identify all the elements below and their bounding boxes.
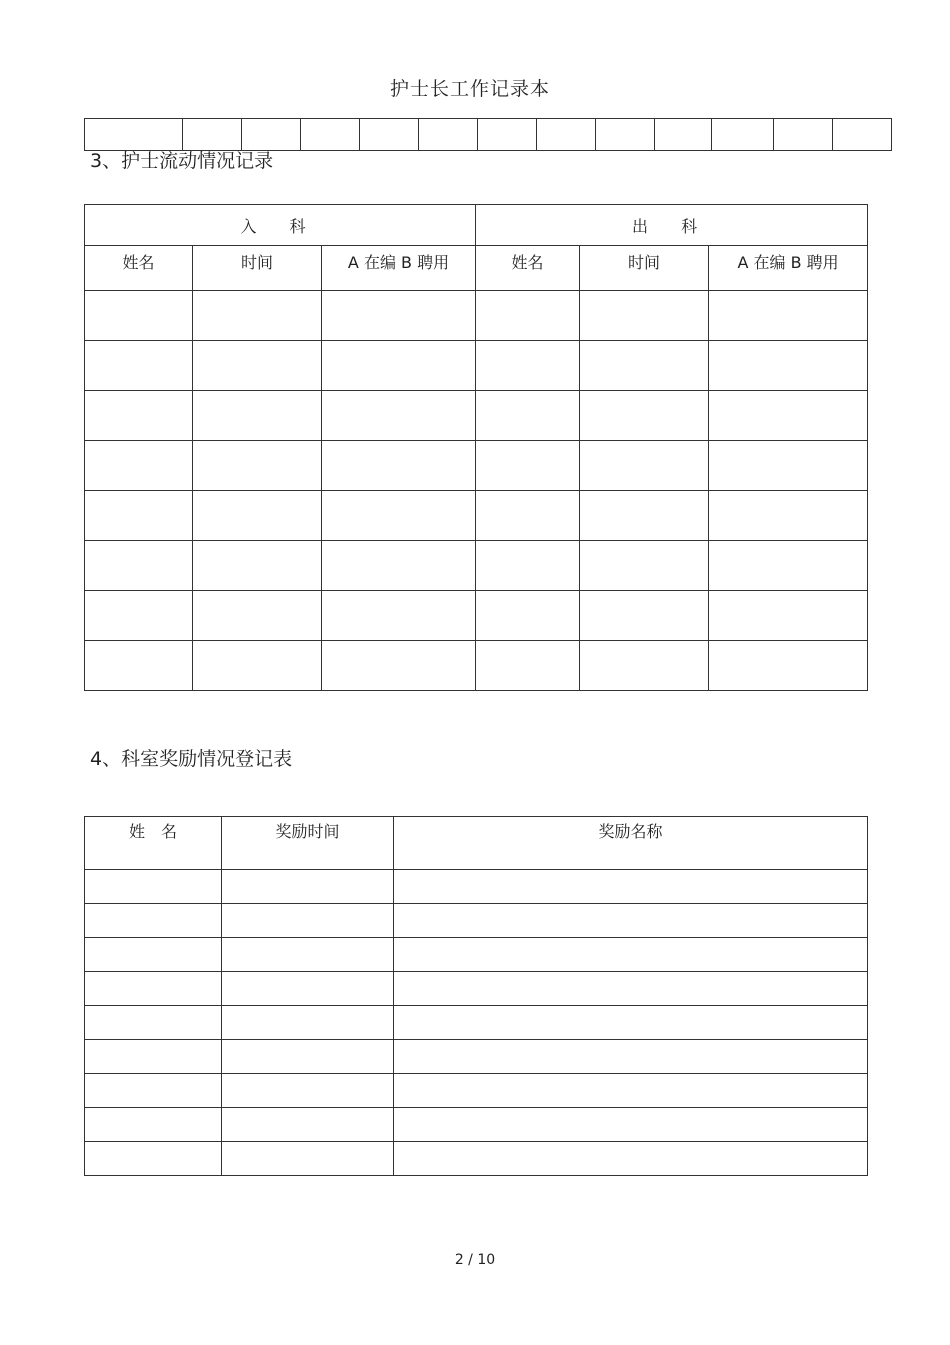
col-award-time: 奖励时间 bbox=[222, 817, 394, 870]
award-table-cell[interactable] bbox=[394, 904, 868, 938]
flow-table-cell[interactable] bbox=[580, 341, 709, 391]
flow-table-cell[interactable] bbox=[322, 591, 476, 641]
flow-table-row bbox=[85, 591, 868, 641]
award-table-cell[interactable] bbox=[394, 870, 868, 904]
flow-table-cell[interactable] bbox=[322, 491, 476, 541]
flow-table-cell[interactable] bbox=[85, 491, 193, 541]
col-out-name: 姓名 bbox=[476, 246, 580, 291]
flow-table-cell[interactable] bbox=[709, 391, 868, 441]
col-award-title: 奖励名称 bbox=[394, 817, 868, 870]
flow-column-header-row bbox=[85, 246, 868, 291]
award-table-row bbox=[85, 1074, 868, 1108]
strip-cell bbox=[478, 119, 537, 151]
flow-table-row bbox=[85, 391, 868, 441]
flow-table-cell[interactable] bbox=[193, 441, 322, 491]
award-table-row bbox=[85, 938, 868, 972]
flow-table-row bbox=[85, 641, 868, 691]
flow-table-cell[interactable] bbox=[476, 441, 580, 491]
col-in-time: 时间 bbox=[193, 246, 322, 291]
strip-cell bbox=[537, 119, 596, 151]
flow-table-cell[interactable] bbox=[85, 391, 193, 441]
award-table-cell[interactable] bbox=[222, 972, 394, 1006]
section4-heading: 4、科室奖励情况登记表 bbox=[90, 748, 293, 770]
flow-table-cell[interactable] bbox=[580, 641, 709, 691]
award-table-cell[interactable] bbox=[222, 1006, 394, 1040]
flow-table-cell[interactable] bbox=[322, 391, 476, 441]
flow-table-cell[interactable] bbox=[580, 591, 709, 641]
flow-table-row bbox=[85, 341, 868, 391]
flow-table-cell[interactable] bbox=[476, 591, 580, 641]
award-table-cell[interactable] bbox=[85, 904, 222, 938]
flow-table-row bbox=[85, 441, 868, 491]
award-table-row bbox=[85, 1006, 868, 1040]
award-table-cell[interactable] bbox=[394, 972, 868, 1006]
flow-table-cell[interactable] bbox=[193, 291, 322, 341]
flow-table-cell[interactable] bbox=[476, 491, 580, 541]
flow-table-cell[interactable] bbox=[476, 341, 580, 391]
flow-table-cell[interactable] bbox=[193, 641, 322, 691]
flow-table-cell[interactable] bbox=[709, 291, 868, 341]
flow-table-row bbox=[85, 491, 868, 541]
flow-table-cell[interactable] bbox=[85, 291, 193, 341]
award-table-cell[interactable] bbox=[394, 938, 868, 972]
flow-table-cell[interactable] bbox=[322, 441, 476, 491]
flow-table-cell[interactable] bbox=[193, 391, 322, 441]
flow-table-cell[interactable] bbox=[193, 491, 322, 541]
group-in-header: 入 科 bbox=[85, 205, 476, 246]
flow-table-cell[interactable] bbox=[476, 391, 580, 441]
award-table-row bbox=[85, 870, 868, 904]
flow-group-header-row bbox=[85, 205, 868, 246]
award-header-row bbox=[85, 817, 868, 870]
flow-table-cell[interactable] bbox=[476, 641, 580, 691]
award-table-row bbox=[85, 1108, 868, 1142]
flow-table-cell[interactable] bbox=[476, 541, 580, 591]
col-out-time: 时间 bbox=[580, 246, 709, 291]
flow-table-cell[interactable] bbox=[709, 641, 868, 691]
flow-table-cell[interactable] bbox=[476, 291, 580, 341]
award-table-cell[interactable] bbox=[222, 870, 394, 904]
col-award-name: 姓 名 bbox=[85, 817, 222, 870]
flow-table-cell[interactable] bbox=[193, 341, 322, 391]
award-table-cell[interactable] bbox=[222, 1040, 394, 1074]
strip-cell bbox=[360, 119, 419, 151]
strip-cell bbox=[301, 119, 360, 151]
award-table-row bbox=[85, 904, 868, 938]
strip-cell bbox=[774, 119, 833, 151]
award-table-cell[interactable] bbox=[394, 1040, 868, 1074]
flow-table-cell[interactable] bbox=[85, 641, 193, 691]
strip-cell bbox=[712, 119, 774, 151]
flow-table-row bbox=[85, 541, 868, 591]
flow-table-cell[interactable] bbox=[709, 541, 868, 591]
col-in-name: 姓名 bbox=[85, 246, 193, 291]
award-table-cell[interactable] bbox=[85, 1006, 222, 1040]
flow-table-cell[interactable] bbox=[322, 541, 476, 591]
award-table-cell[interactable] bbox=[394, 1006, 868, 1040]
group-out-header: 出 科 bbox=[476, 205, 868, 246]
flow-table-cell[interactable] bbox=[85, 591, 193, 641]
award-table-row bbox=[85, 972, 868, 1006]
flow-table-cell[interactable] bbox=[580, 291, 709, 341]
strip-cell bbox=[833, 119, 892, 151]
flow-table-cell[interactable] bbox=[322, 341, 476, 391]
award-table-cell[interactable] bbox=[394, 1074, 868, 1108]
award-table-cell[interactable] bbox=[222, 1074, 394, 1108]
strip-cell bbox=[655, 119, 712, 151]
nurse-flow-table bbox=[84, 204, 868, 691]
flow-table-cell[interactable] bbox=[580, 391, 709, 441]
award-table-cell[interactable] bbox=[85, 1142, 222, 1176]
flow-table-row bbox=[85, 291, 868, 341]
award-table-cell[interactable] bbox=[85, 870, 222, 904]
award-table-cell[interactable] bbox=[85, 938, 222, 972]
award-table-cell[interactable] bbox=[85, 1074, 222, 1108]
award-table-cell[interactable] bbox=[394, 1108, 868, 1142]
flow-table-cell[interactable] bbox=[85, 341, 193, 391]
flow-table-cell[interactable] bbox=[580, 441, 709, 491]
flow-table-cell[interactable] bbox=[322, 291, 476, 341]
flow-table-cell[interactable] bbox=[193, 591, 322, 641]
flow-table-cell[interactable] bbox=[322, 641, 476, 691]
strip-cell bbox=[596, 119, 655, 151]
col-in-status: A 在编 B 聘用 bbox=[322, 246, 476, 291]
flow-table-cell[interactable] bbox=[709, 441, 868, 491]
flow-table-cell[interactable] bbox=[709, 341, 868, 391]
section3-heading: 3、护士流动情况记录 bbox=[90, 150, 274, 172]
award-table-cell[interactable] bbox=[222, 1142, 394, 1176]
award-table-cell[interactable] bbox=[85, 1040, 222, 1074]
page-number: 2 / 10 bbox=[454, 1252, 496, 1268]
flow-table-cell[interactable] bbox=[580, 541, 709, 591]
col-out-status: A 在编 B 聘用 bbox=[709, 246, 868, 291]
flow-table-cell[interactable] bbox=[193, 541, 322, 591]
award-table-row bbox=[85, 1040, 868, 1074]
award-table-cell[interactable] bbox=[394, 1142, 868, 1176]
strip-cell bbox=[419, 119, 478, 151]
award-table-cell[interactable] bbox=[222, 1108, 394, 1142]
flow-table-cell[interactable] bbox=[709, 491, 868, 541]
page-title: 护士长工作记录本 bbox=[389, 78, 550, 100]
award-table-cell[interactable] bbox=[85, 972, 222, 1006]
flow-table-cell[interactable] bbox=[85, 541, 193, 591]
flow-table-cell[interactable] bbox=[85, 441, 193, 491]
award-table-cell[interactable] bbox=[85, 1108, 222, 1142]
flow-table-cell[interactable] bbox=[709, 591, 868, 641]
award-table-row bbox=[85, 1142, 868, 1176]
award-table bbox=[84, 816, 868, 1176]
award-table-cell[interactable] bbox=[222, 904, 394, 938]
flow-table-cell[interactable] bbox=[580, 491, 709, 541]
award-table-cell[interactable] bbox=[222, 938, 394, 972]
